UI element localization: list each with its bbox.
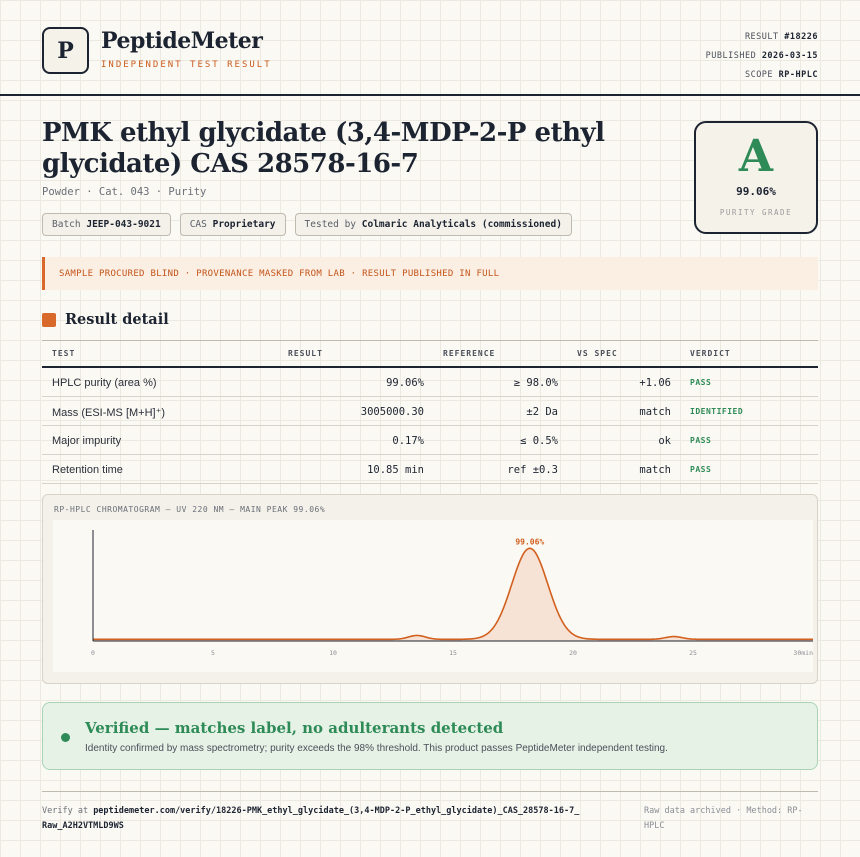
verify-url[interactable]: peptidemeter.com/verify/18226-PMK_ethyl_glycidate_(3,4-MDP-2-P_ethyl_glycidate)_CAS_28578-16-7_Raw_A2H2VTMLD9WS — [42, 806, 580, 831]
cell-verdict: PASS — [690, 378, 712, 387]
x-tick-label: 0 — [91, 649, 95, 657]
product-chips — [42, 213, 572, 236]
x-tick-label: 30min — [793, 649, 813, 657]
x-tick-label: 25 — [689, 649, 697, 657]
cell-result: 10.85 min — [367, 464, 424, 476]
table-row — [42, 426, 818, 455]
section-heading — [42, 311, 169, 328]
product-title: PMK ethyl glycidate (3,4-MDP-2-P ethyl glycidate) CAS 28578-16-7 — [42, 118, 605, 179]
chromatogram-chart — [53, 520, 813, 672]
cell-reference: ≤ 0.5% — [520, 435, 558, 447]
header-verdict: VERDICT — [690, 349, 731, 358]
cell-verdict: IDENTIFIED — [690, 407, 744, 416]
verified-text: Identity confirmed by mass spectrometry; purity exceeds the 98% threshold. This product passes PeptideMeter independent testing. — [85, 743, 668, 754]
verify-prefix: Verify at — [42, 806, 89, 816]
result-meta — [706, 28, 818, 85]
result-table — [42, 340, 818, 484]
cell-reference: ±2 Da — [526, 406, 558, 418]
x-tick-label: 5 — [211, 649, 215, 657]
x-tick-label: 20 — [569, 649, 577, 657]
verified-title: Verified — matches label, no adulterants detected — [85, 719, 504, 737]
chip-value: JEEP-043-9021 — [86, 219, 161, 230]
cell-vs-spec: match — [639, 464, 671, 476]
page-header — [0, 0, 860, 96]
main-peak-label: 99.06% — [515, 537, 545, 547]
table-row — [42, 397, 818, 426]
cell-vs-spec: match — [639, 406, 671, 418]
chip-label: CAS — [189, 219, 207, 230]
cell-test: HPLC purity (area %) — [52, 377, 157, 389]
grade-letter: A — [738, 131, 774, 182]
cell-verdict: PASS — [690, 465, 712, 474]
cell-test: Retention time — [52, 464, 123, 476]
result-label: RESULT — [744, 32, 779, 42]
chromatogram-card — [42, 494, 818, 684]
logo-letter: P — [57, 37, 74, 64]
banner-text: SAMPLE PROCURED BLIND · PROVENANCE MASKED FROM LAB · RESULT PUBLISHED IN FULL — [59, 268, 500, 279]
purity-grade-card — [694, 121, 818, 234]
cell-result: 0.17% — [392, 435, 424, 447]
section-marker-icon — [42, 313, 56, 327]
archive-note: Raw data archived · Method: RP-HPLC — [644, 806, 803, 831]
cell-result: 99.06% — [386, 377, 424, 389]
cell-reference: ref ±0.3 — [507, 464, 558, 476]
cell-verdict: PASS — [690, 436, 712, 445]
brand-tagline: INDEPENDENT TEST RESULT — [101, 60, 272, 70]
verify-link[interactable] — [42, 804, 582, 834]
cell-result: 3005000.30 — [360, 406, 424, 418]
x-tick-label: 15 — [449, 649, 457, 657]
result-number: #18226 — [784, 32, 818, 42]
scope-label: SCOPE — [744, 70, 774, 80]
header-reference: REFERENCE — [443, 349, 496, 358]
header-result: RESULT — [288, 349, 323, 358]
x-tick-label: 10 — [329, 649, 337, 657]
footer-divider — [42, 791, 818, 792]
cas-chip — [180, 213, 286, 236]
chromatogram-line — [93, 548, 813, 639]
chart-area — [53, 520, 813, 672]
grade-value: 99.06% — [736, 185, 776, 198]
section-title: Result detail — [65, 311, 169, 328]
cell-test: Major impurity — [52, 435, 122, 447]
cell-vs-spec: +1.06 — [639, 377, 671, 389]
tested-by-chip — [295, 213, 572, 236]
product-subtitle: Powder · Cat. 043 · Purity — [42, 186, 207, 198]
cell-reference: ≥ 98.0% — [513, 377, 558, 389]
cell-vs-spec: ok — [658, 435, 671, 447]
chip-value: Proprietary — [212, 219, 276, 230]
header-test: TEST — [52, 349, 76, 358]
batch-chip — [42, 213, 171, 236]
brand-name: PeptideMeter — [101, 28, 263, 54]
table-row — [42, 368, 818, 397]
scope-value: RP-HPLC — [778, 70, 818, 80]
grade-label: PURITY GRADE — [719, 208, 793, 217]
verified-panel — [42, 702, 818, 770]
published-date: 2026-03-15 — [761, 51, 818, 61]
provenance-banner — [42, 257, 818, 290]
logo[interactable] — [42, 27, 89, 74]
published-label: PUBLISHED — [705, 51, 757, 61]
table-row — [42, 455, 818, 484]
chip-value: Colmaric Analyticals (commissioned) — [361, 219, 562, 230]
table-header — [42, 340, 818, 368]
header-vs-spec: VS SPEC — [577, 349, 618, 358]
cell-test: Mass (ESI-MS [M+H]⁺) — [52, 407, 166, 419]
chromatogram-area-fill — [93, 548, 813, 641]
chip-label: Batch — [52, 219, 81, 230]
chart-title: RP-HPLC CHROMATOGRAM — UV 220 NM — MAIN PEAK 99.06% — [54, 505, 326, 514]
chip-label: Tested by — [304, 219, 357, 230]
verified-status-icon — [61, 733, 70, 742]
